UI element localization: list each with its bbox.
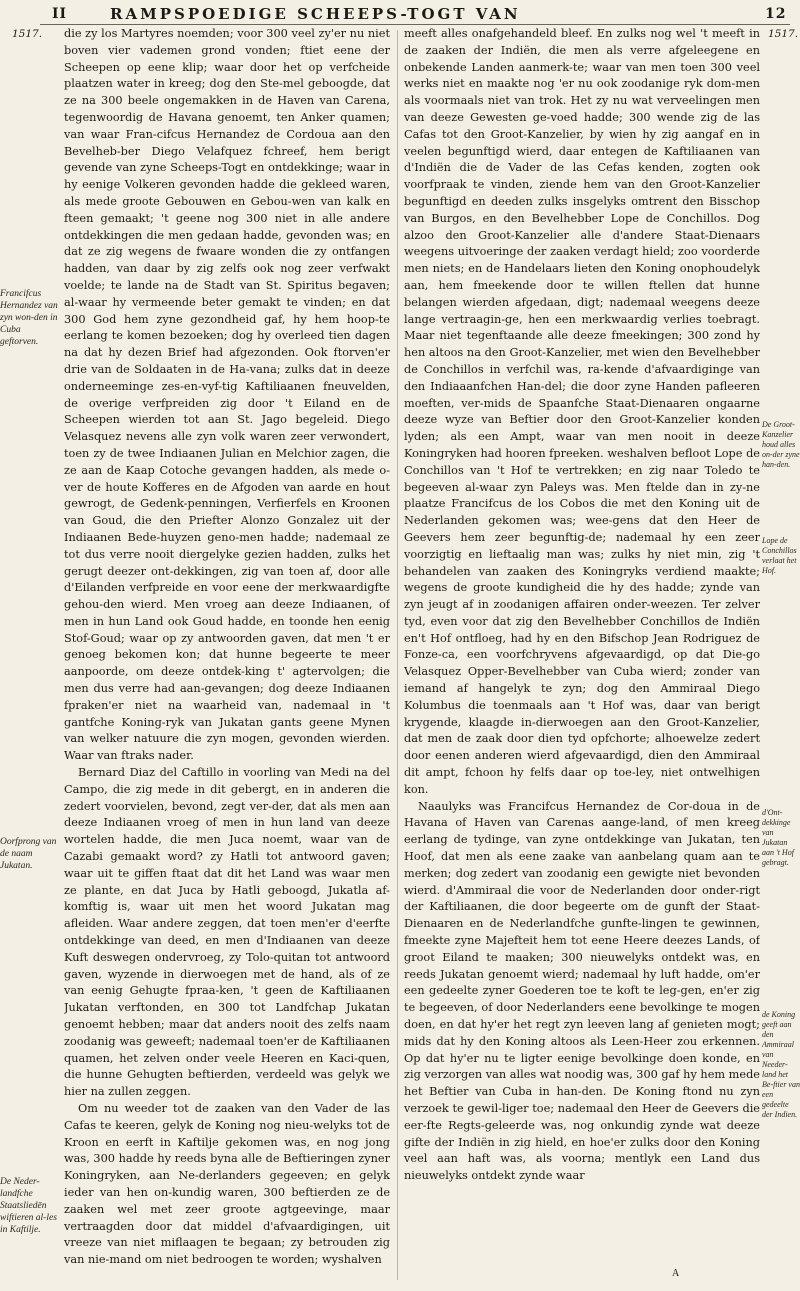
year-marker-left: 1517.: [12, 28, 43, 40]
margin-note-dutch-statesmen: De Neder-landfche Staatsliedēn wiftieren al-les in Kaftilje.: [0, 1177, 57, 1235]
paragraph: meeft alles onafgehandeld bleef. En zulks nog wel 't meeft in de zaaken der Indiën, die men als verre afgeleegene en onbekende Landen aanmerk-te; waar van men toen 300 veel werks niet en maakte nog 'er nu ook zoodanige ryk dom-men als voormaals niet van trok. Het zy nu wat verveelingen men van deeze Gewesten ge-voed hadde; 300 wende zig de las Cafas tot den Groot-Kanzelier, by wien hy zig aangaf en in veelen begunftigd wierd, daar entegen de Kaftiliaanen van d'Indiën die de Vader de las Cefas kenden, zogten ook voorfpraak te vinden, ziende hem van den Groot-Kanzelier begunftigd en deeden zulks insgelyks omtrent den Bisschop van Burgos, en den Bevelhebber Lope de Conchillos. Dog alzoo den Groot-Kanzelier alle d'andere Staat-Dienaars weegens uitvoeringe der zaaken verdagt hield; zoo voorderde men niets; en de Handelaars lieten den Koning onophoudelyk aan, hem fmeekende door te willen ftellen dat hunne belangen wierden afgedaan, digt; nademaal weegens deeze lange vertraagin-ge, hen een merkwaardig verlies toebragt. Maar niet tegenftaande alle deeze fmeekingen; 300 zond hy hen altoos na den Groot-Kanzelier, met wien den Bevelhebber de Conchillos in verfchil was, ra-kende d'afvaardiginge van den Indiaaanfchen Han-del; die door zyne Handen pafleeren moeften, ver-mids de Spaanfche Staat-Dienaaren ongaarne deeze wyze van Beftier door den Groot-Kanzelier konden lyden; als een Ampt, waar van men nooit in deeze Koningryken had hooren fpreeken. weshalven befloot Lope de Conchillos van 't Hof te vertrekken; en zig naar Toledo te begeeven al-waar zyn Paleys was. Men ftelde dan in zy-ne plaatze Francifcus de los Cobos die met den Koning uit de Nederlanden gekomen was; wee-gens dat den Heer de Geevers hem zeer begunftig-de; nademaal hy een zeer voorzigtig en lieftaalig man was; zulks hy niet min, zig 't behandelen van zaaken des Koningryks verdiend maakte; wegens de groote kundigheid die hy des hadde; zynde van zyn jeugt af in zoodanigen affairen onder-weezen. Ter zelver tyd, even voor dat zig den Bevelhebber Conchillos de Indiën en't Hof ontfloeg, had hy en den Bifschop Jean Rodriguez de Fonze-ca, een voorfchryvens afgevaardigd, op dat Die-go Velasquez Opper-Bevelhebber van Cuba wierd; zonder van iemand af hangelyk te zyn; dog den Ammiraal Diego Kolumbus die toenmaals aan 't Hof was, daar van berigt krygende, klaagde in-dierwoegen aan den Groot-Kanzelier, dat men de zaak door dien tyd opfchorte; alhoewelze zedert door eenen anderen wierd afgevaardigd, dien den Ammiraal dit ampt, fchoon hy felfs daar op toe-ley, niet ontwelhigen kon.: [404, 27, 760, 796]
year-marker-right: 1517.: [768, 28, 799, 40]
text-column-left: [64, 26, 390, 1284]
page-number-left: II: [52, 6, 68, 22]
margin-note-francifcus-died: Francifcus Hernandez van zyn won-den in Cuba geftorven.: [0, 289, 58, 347]
margin-note-king-gives-admiral: de Koning geeft aan den Ammiraal van Needer-land het Be-ftier van een gedeelte der Indien.: [762, 1010, 800, 1119]
column-divider: [397, 30, 398, 1280]
signature-mark: A: [672, 1268, 680, 1279]
margin-note-origin-jukatan: Oorfprong van de naam Jukatan.: [0, 837, 57, 871]
paragraph: Bernard Diaz del Caftillo in voorling van Medi na del Campo, die zig mede in dit gebergt, en in anderen die zedert voorvielen, bevond, zegt ver-der, dat als men aan deeze Indiaanen vroeg of men in hun land van deeze wortelen hadde, die men Juca noemt, waar van de Cazabi gemaakt word? zy Hatli tot antwoord gaven; waar uit te giffen ftaat dat dit het Land was waar men ze plante, en dat Juca by Hatli geboogd, Jukatla af-komftig is, waar uit men het woord Jukatan mag afleiden. Waar andere zeggen, dat toen men'er d'eerfte ontdekkinge van deed, en men d'Indiaanen van deeze Kuft deswegen ondervroeg, zy Tolo-quitan tot antwoord gaven, wyzende in dierwoegen met de hand, als of ze van eenig Gehugte fpraa-ken, 't geen de Kaftiliaanen Jukatan verftonden, en 300 tot Landfchap Jukatan genoemt hebben; maar dat anders nooit des zelfs naam zoodanig was geweeft; nademaal toen'er de Kaftiliaanen quamen, het zelven onder veele Heeren en Kaci-quen, die hunne Gehugten beftierden, verdeeld was gelyk we hier na zullen zeggen.: [64, 766, 390, 1099]
page-number-right: 12: [765, 6, 787, 22]
text-column-right: [404, 26, 760, 1284]
margin-note-grand-chancellor: De Groot-Kanzelier houd alles on-der zyne han-den.: [762, 420, 800, 469]
paragraph: die zy los Martyres noemden; voor 300 veel zy'er nu niet boven vier vademen grond vonden; ftiet eene der Scheepen op eene klip; waar door het op verfcheide plaatzen water in kreeg; dog den Ste-mel geboogde, dat ze na 300 beele ongemakken in de Haven van Carena, tegenwoordig de Havana genoemt, ten Anker quamen; van waar Fran-cifcus Hernandez de Cordoua aan den Bevelheb-ber Diego Velafquez fchreef, hem berigt gevende van zyne Scheeps-Togt en ontdekkinge; waar in hy eenige Volkeren gevonden hadde die gekleed waren, als mede groote Gebouwen en Gebou-wen van kalk en fteen gemaakt; 't geene nog 300 niet in alle andere ontdekkingen die men gedaan hadde, gevonden was; en dat ze zig wegens de fwaare wonden die zy ontfangen hadden, van daar by zig zelfs ook nog zeer verfwakt voelde; te lande na de Stadt van St. Spiritus begaven; al-waar hy vermeende beter gemakt te vinden; en dat 300 God hem zyne gezondheid gaf, hy hem hoop-te eerlang te komen bezoeken; dog hy overleed tien dagen na dat hy dezen Brief had afgezonden. Ook ftorven'er drie van de Soldaaten in de Ha-vana; zulks dat in deeze onderneeminge zes-en-vyf-tig Kaftiliaanen fneuvelden, de overige verfpreiden zig door 't Eiland en de Scheepen wierden tot aan St. Jago begeleid. Diego Velasquez nevens alle zyn volk waren zeer verwondert, toen zy de twee Indiaanen Julian en Melchior zagen, die ze aan de Kaap Cotoche gevangen hadden, als mede o-ver de houte Kofferes en de Afgoden van aarde en hout gewrogt, de Gedenk-penningen, Verfierfels en Kroonen van Goud, die den Priefter Alonzo Gonzalez uit der Indiaanen Bede-huyzen geno-men hadde; nademaal ze tot dus verre nooit diergelyke gezien hadden, zulks het gerugt deezer ont-dekkingen, zig van toen af, door alle d'Eilanden verfpreide en voor eene der merkwaardigfte gehou-den wierd. Men vroeg aan deeze Indiaanen, of men in hun Land ook Goud hadde, en toonde hen eenig Stof-Goud; waar op zy antwoorden gaven, dat men 't er genoeg bekomen kon; dat hunne begeerte te meer aanpoorde, om deeze ontdek-king t' agtervolgen; die men dus verre had aan-gevangen; dog deeze Indiaanen fpraken'er niet na waarheid van, nademaal in 't gantfche Koning-ryk van Jukatan gants geene Mynen van welker natuure die zyn mogen, gevonden wierden. Waar van ftraks nader.: [64, 27, 390, 763]
running-title: RAMPSPOEDIGE SCHEEPS-TOGT VAN: [110, 5, 521, 23]
header-rule: [40, 24, 790, 25]
paragraph: Naaulyks was Francifcus Hernandez de Cor-doua in de Havana of Haven van Carenas aange-land, of men kreeg eerlang de tydinge, van zyne ontdekkinge van Jukatan, ten Hoof, dat men als eene zaake van aanbelang quam aan te merken; dog zedert van zoodanig een gewigte niet bevonden wierd. d'Ammiraal die voor de Nederlanden door onder-rigt der Kaftiliaanen, die door begeerte om de gunft der Staat-Dienaaren en de Nederlandfche gunfte-lingen te gewinnen, fmeekte zyne Majefteit hem tot eene Heere deezes Lands, of groot Eiland te maaken; 300 nieuwelyks ontdekt was, en reeds Jukatan genoemt wierd; nademaal hy luft hadde, om'er een gedeelte zyner Goederen toe te koft te leg-gen, en'er zig te begeeven, of door Nederlanders eene bevolkinge te mogen doen, en dat hy'er het regt zyn leeven lang af genieten mogt; mids dat hy den Koning altoos als Leen-Heer zou erkennen. Op dat hy'er nu te ligter eenige bevolkinge doen konde, en zig verzorgen van alles wat noodig was, 300 gaf hy hem mede het Beftier van Cuba in han-den. De Koning ftond nu zyn verzoek te gewil-liger toe; nademaal den Heer de Geevers die eer-fte Regts-geleerde was, nog onkundig zynde wat deeze gifte der Indiën in zig hield, en hoe'er zulks door den Koning veel aan haft was, als voorna; mentlyk een Land dus nieuwelyks ontdekt zynde waar: [404, 799, 760, 1183]
paragraph: Om nu weeder tot de zaaken van den Vader de las Cafas te keeren, gelyk de Koning nog nieu-welyks tot de Kroon en eerft in Kaftilje gekomen was, en nog jong was, 300 hadde hy reeds byna alle de Beftieringen zyner Koningryken, aan Ne-derlanders gegeeven; en gelyk ieder van hen on-kundig waren, 300 beftierden ze de zaaken wel met zeer groote agtgeevinge, maar vertraagden door dat middel d'afvaardigingen, uit vreeze van niet miflaagen te begaan; zy betrouden zig van nie-mand om niet bedroogen te worden; wyshalven: [64, 1102, 390, 1267]
margin-note-discovery-brought: d'Ont-dekkinge van Jukatan aan 't Hof gebragt.: [762, 808, 794, 867]
running-head: [0, 0, 800, 28]
margin-note-conchillos-leaves: Lope de Conchillos verlaat het Hof.: [762, 536, 797, 575]
